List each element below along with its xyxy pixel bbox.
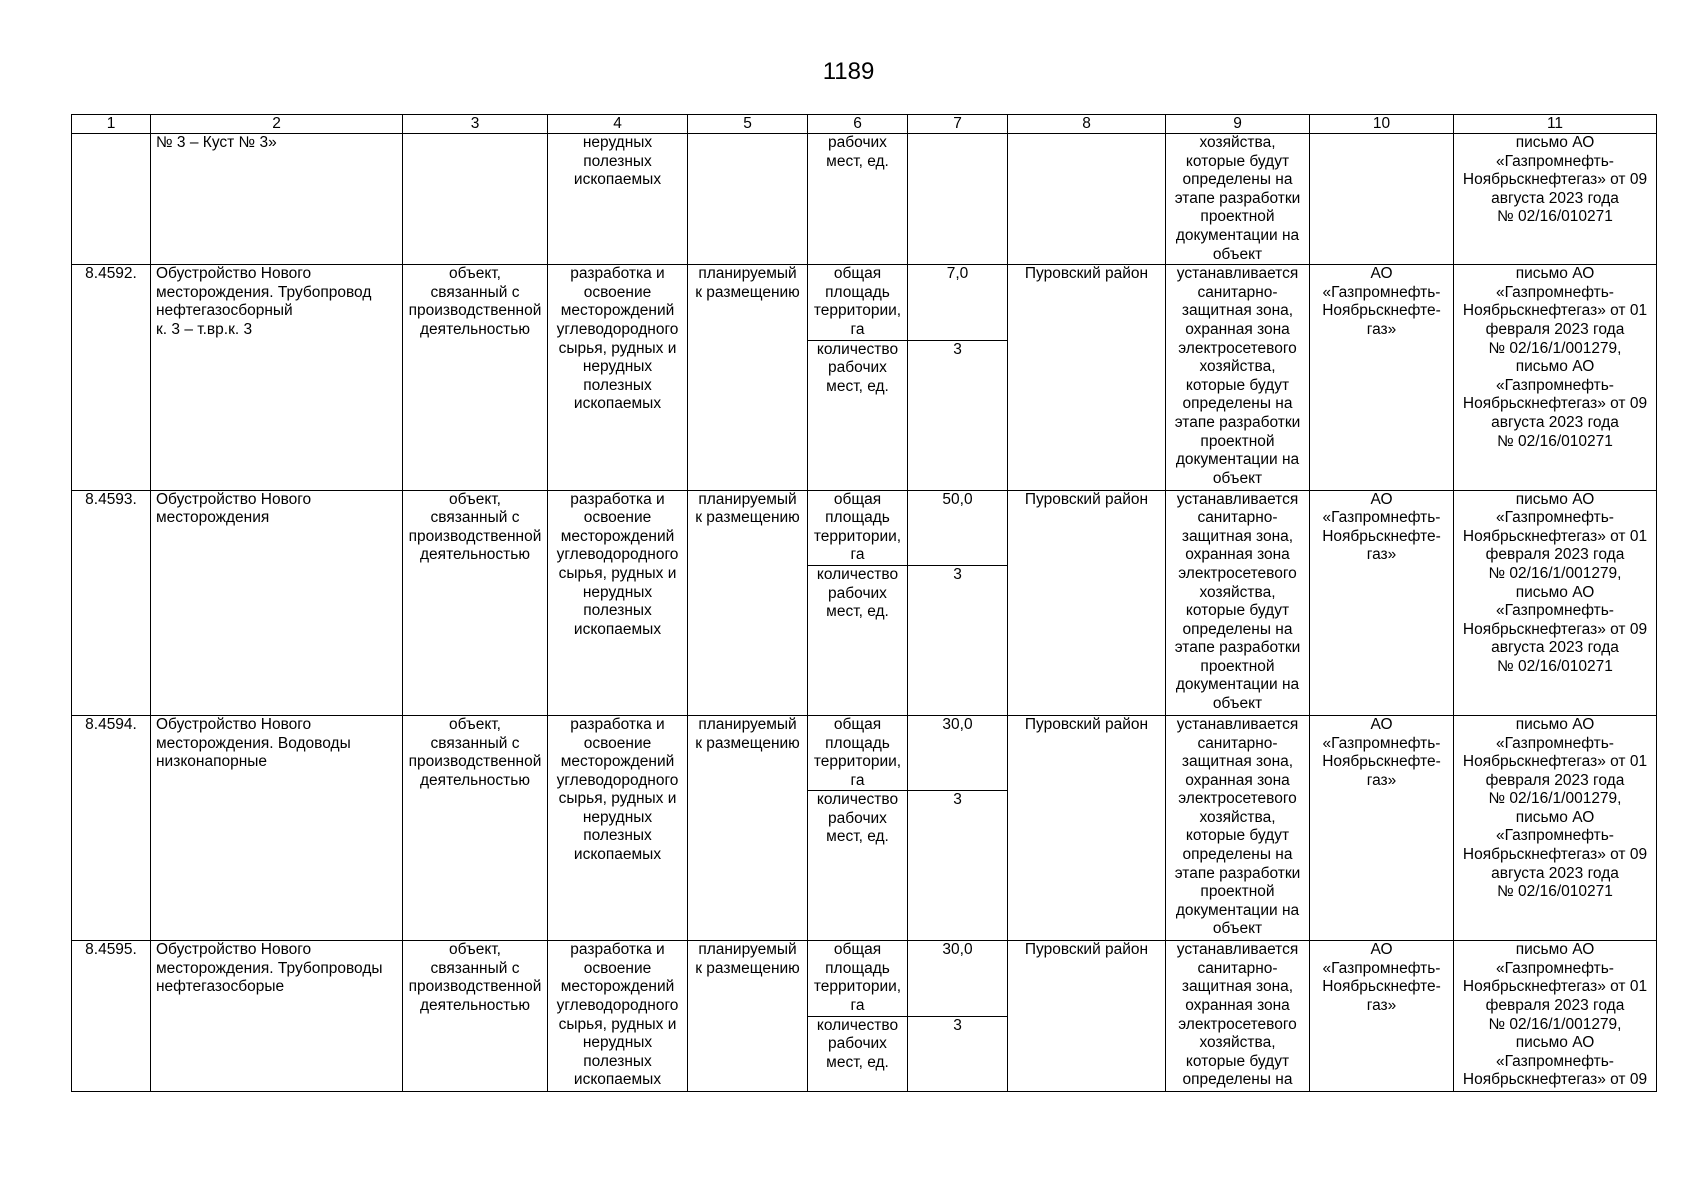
cell-param-name: количество рабочих мест, ед. bbox=[808, 340, 908, 490]
cell-zone: устанавливается санитарно- защитная зона, охранная зона электросетевого хозяйства, которые будут определены на этапе разработки проектной документации на объект bbox=[1166, 715, 1310, 940]
continuation-row bbox=[72, 134, 1657, 265]
cell-status: планируемый к размещению bbox=[688, 941, 808, 1091]
cell-param-value: 50,0 bbox=[908, 490, 1008, 565]
cell-purpose: разработка и освоение месторождений углеводородного сырья, рудных и нерудных полезных ископаемых bbox=[548, 715, 688, 940]
cell-number: 8.4593. bbox=[72, 490, 151, 715]
cell-object-name: Обустройство Нового месторождения bbox=[151, 490, 403, 715]
cell-location bbox=[1008, 134, 1166, 265]
column-number: 6 bbox=[808, 115, 908, 134]
cell-param-name: количество рабочих мест, ед. bbox=[808, 1016, 908, 1091]
cell-object-type: объект, связанный с производственной деятельностью bbox=[403, 941, 548, 1091]
cell-location: Пуровский район bbox=[1008, 715, 1166, 940]
column-number-row bbox=[72, 115, 1657, 134]
cell-object-type: объект, связанный с производственной деятельностью bbox=[403, 265, 548, 490]
cell-status: планируемый к размещению bbox=[688, 490, 808, 715]
cell-initiator: АО «Газпромнефть- Ноябрьскнефте- газ» bbox=[1310, 941, 1454, 1091]
cell-number: 8.4592. bbox=[72, 265, 151, 490]
column-number: 3 bbox=[403, 115, 548, 134]
cell-purpose: разработка и освоение месторождений углеводородного сырья, рудных и нерудных полезных ископаемых bbox=[548, 490, 688, 715]
cell-object-type: объект, связанный с производственной деятельностью bbox=[403, 715, 548, 940]
cell-location: Пуровский район bbox=[1008, 490, 1166, 715]
page-number: 1189 bbox=[822, 58, 875, 85]
cell-object-name: Обустройство Нового месторождения. Трубопроводы нефтегазосборые bbox=[151, 941, 403, 1091]
cell-number bbox=[72, 134, 151, 265]
cell-param-value: 3 bbox=[908, 791, 1008, 941]
column-number: 9 bbox=[1166, 115, 1310, 134]
cell-object-name: Обустройство Нового месторождения. Трубопровод нефтегазосборный к. 3 – т.вр.к. 3 bbox=[151, 265, 403, 490]
cell-initiator: АО «Газпромнефть- Ноябрьскнефте- газ» bbox=[1310, 715, 1454, 940]
cell-purpose: нерудных полезных ископаемых bbox=[548, 134, 688, 265]
cell-status bbox=[688, 134, 808, 265]
cell-purpose: разработка и освоение месторождений углеводородного сырья, рудных и нерудных полезных ископаемых bbox=[548, 941, 688, 1091]
cell-initiator bbox=[1310, 134, 1454, 265]
cell-zone: устанавливается санитарно- защитная зона, охранная зона электросетевого хозяйства, которые будут определены на bbox=[1166, 941, 1310, 1091]
cell-param-name: рабочих мест, ед. bbox=[808, 134, 908, 265]
cell-param-value: 3 bbox=[908, 1016, 1008, 1091]
column-number: 5 bbox=[688, 115, 808, 134]
cell-location: Пуровский район bbox=[1008, 941, 1166, 1091]
column-number: 4 bbox=[548, 115, 688, 134]
column-number: 7 bbox=[908, 115, 1008, 134]
cell-object-type: объект, связанный с производственной деятельностью bbox=[403, 490, 548, 715]
cell-param-value: 30,0 bbox=[908, 941, 1008, 1016]
cell-initiator: АО «Газпромнефть- Ноябрьскнефте- газ» bbox=[1310, 265, 1454, 490]
cell-object-name: Обустройство Нового месторождения. Водоводы низконапорные bbox=[151, 715, 403, 940]
cell-basis: письмо АО «Газпромнефть- Ноябрьскнефтегаз» от 01 февраля 2023 года № 02/16/1/001279, письмо АО «Газпромнефть- Ноябрьскнефтегаз» от 09 августа 2023 года № 02/16/010271 bbox=[1454, 265, 1657, 490]
column-number: 10 bbox=[1310, 115, 1454, 134]
cell-status: планируемый к размещению bbox=[688, 715, 808, 940]
registry-table bbox=[71, 114, 1657, 1092]
column-number: 1 bbox=[72, 115, 151, 134]
cell-purpose: разработка и освоение месторождений углеводородного сырья, рудных и нерудных полезных ископаемых bbox=[548, 265, 688, 490]
cell-param-value: 3 bbox=[908, 565, 1008, 715]
cell-basis: письмо АО «Газпромнефть- Ноябрьскнефтегаз» от 09 августа 2023 года № 02/16/010271 bbox=[1454, 134, 1657, 265]
cell-status: планируемый к размещению bbox=[688, 265, 808, 490]
cell-object-name: № 3 – Куст № 3» bbox=[151, 134, 403, 265]
cell-param-name: общая площадь территории, га bbox=[808, 490, 908, 565]
cell-number: 8.4595. bbox=[72, 941, 151, 1091]
cell-param-name: общая площадь территории, га bbox=[808, 265, 908, 340]
cell-param-value: 3 bbox=[908, 340, 1008, 490]
cell-param-value bbox=[908, 134, 1008, 265]
cell-param-value: 30,0 bbox=[908, 715, 1008, 790]
column-number: 8 bbox=[1008, 115, 1166, 134]
table-row bbox=[72, 715, 1657, 790]
column-number: 11 bbox=[1454, 115, 1657, 134]
cell-basis: письмо АО «Газпромнефть- Ноябрьскнефтегаз» от 01 февраля 2023 года № 02/16/1/001279, письмо АО «Газпромнефть- Ноябрьскнефтегаз» от 09 августа 2023 года № 02/16/010271 bbox=[1454, 715, 1657, 940]
cell-param-value: 7,0 bbox=[908, 265, 1008, 340]
cell-object-type bbox=[403, 134, 548, 265]
cell-zone: устанавливается санитарно- защитная зона, охранная зона электросетевого хозяйства, которые будут определены на этапе разработки проектной документации на объект bbox=[1166, 490, 1310, 715]
cell-basis: письмо АО «Газпромнефть- Ноябрьскнефтегаз» от 01 февраля 2023 года № 02/16/1/001279, письмо АО «Газпромнефть- Ноябрьскнефтегаз» от 09 bbox=[1454, 941, 1657, 1091]
cell-param-name: количество рабочих мест, ед. bbox=[808, 565, 908, 715]
cell-number: 8.4594. bbox=[72, 715, 151, 940]
table-row bbox=[72, 941, 1657, 1016]
cell-location: Пуровский район bbox=[1008, 265, 1166, 490]
table-row bbox=[72, 490, 1657, 565]
column-number: 2 bbox=[151, 115, 403, 134]
cell-initiator: АО «Газпромнефть- Ноябрьскнефте- газ» bbox=[1310, 490, 1454, 715]
cell-param-name: общая площадь территории, га bbox=[808, 941, 908, 1016]
cell-param-name: общая площадь территории, га bbox=[808, 715, 908, 790]
cell-param-name: количество рабочих мест, ед. bbox=[808, 791, 908, 941]
table-row bbox=[72, 265, 1657, 340]
cell-zone: хозяйства, которые будут определены на этапе разработки проектной документации на объект bbox=[1166, 134, 1310, 265]
cell-basis: письмо АО «Газпромнефть- Ноябрьскнефтегаз» от 01 февраля 2023 года № 02/16/1/001279, письмо АО «Газпромнефть- Ноябрьскнефтегаз» от 09 августа 2023 года № 02/16/010271 bbox=[1454, 490, 1657, 715]
cell-zone: устанавливается санитарно- защитная зона, охранная зона электросетевого хозяйства, которые будут определены на этапе разработки проектной документации на объект bbox=[1166, 265, 1310, 490]
